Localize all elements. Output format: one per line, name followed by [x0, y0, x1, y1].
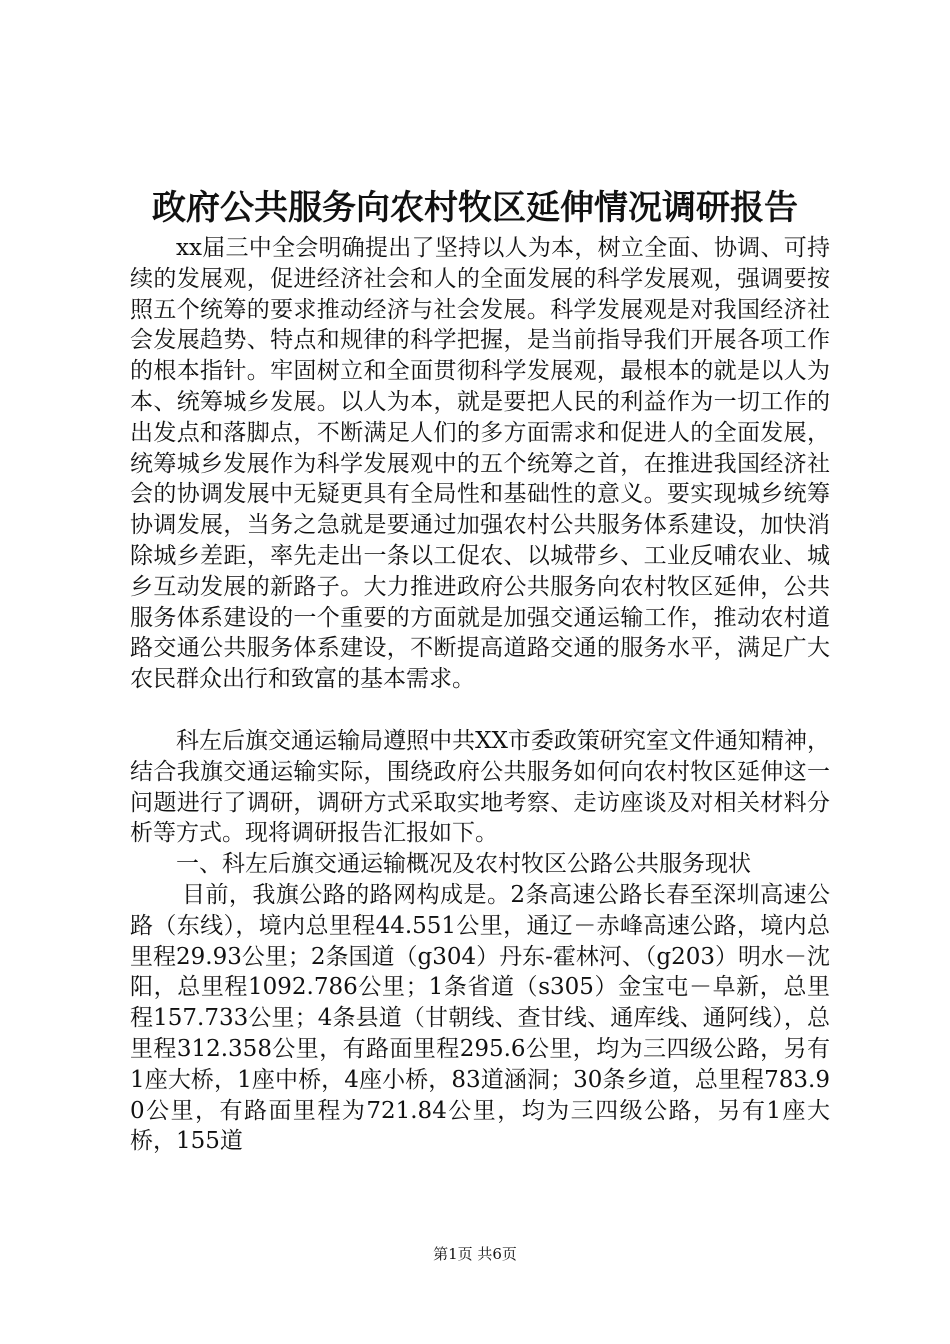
section-heading: 一、科左后旗交通运输概况及农村牧区公路公共服务现状 [176, 851, 751, 878]
paragraph-gap [130, 695, 830, 726]
paragraph-intro: xx届三中全会明确提出了坚持以人为本，树立全面、协调、可持续的发展观，促进经济社会和人的全面发展的科学发展观，强调要按照五个统筹的要求推动经济与社会发展。科学发展观是对我国经济社会发展趋势、特点和规律的科学把握，是当前指导我们开展各项工作的根本指针。牢固树立和全面贯彻科学发展观，最根本的就是以人为本、统筹城乡发展。以人为本，就是要把人民的利益作为一切工作的出发点和落脚点，不断满足人们的多方面需求和促进人的全面发展，统筹城乡发展作为科学发展观中的五个统筹之首，在推进我国经济社会的协调发展中无疑更具有全局性和基础性的意义。要实现城乡统筹协调发展，当务之急就是要通过加强农村公共服务体系建设，加快消除城乡差距，率先走出一条以工促农、以城带乡、工业反哺农业、城乡互动发展的新路子。大力推进政府公共服务向农村牧区延伸，公共服务体系建设的一个重要的方面就是加强交通运输工作，推动农村道路交通公共服务体系建设，不断提高道路交通的服务水平，满足广大农民群众出行和致富的基本需求。 [130, 235, 830, 693]
paragraph-research: 科左后旗交通运输局遵照中共XX市委政策研究室文件通知精神，结合我旗交通运输实际，围绕政府公共服务如何向农村牧区延伸这一问题进行了调研，调研方式采取实地考察、走访座谈及对相关材料分析等方式。现将调研报告汇报如下。 [130, 727, 830, 847]
document-body [130, 233, 830, 1157]
document-title: 政府公共服务向农村牧区延伸情况调研报告 [152, 188, 798, 228]
paragraph-road-network: 目前，我旗公路的路网构成是。2条高速公路长春至深圳高速公路（东线），境内总里程44.551公里，通辽－赤峰高速公路，境内总里程29.93公里；2条国道（g304）丹东-霍林河、（g203）明水－沈阳，总里程1092.786公里；1条省道（s305）金宝屯－阜新，总里程157.733公里；4条县道（甘朝线、查甘线、通库线、通阿线），总里程312.358公里，有路面里程295.6公里，均为三四级公路，另有1座大桥，1座中桥，4座小桥，83道涵洞；30条乡道，总里程783.90公里，有路面里程为721.84公里，均为三四级公路，另有1座大桥，155道 [130, 881, 830, 1155]
page-number-footer: 第1页 共6页 [433, 1245, 517, 1263]
